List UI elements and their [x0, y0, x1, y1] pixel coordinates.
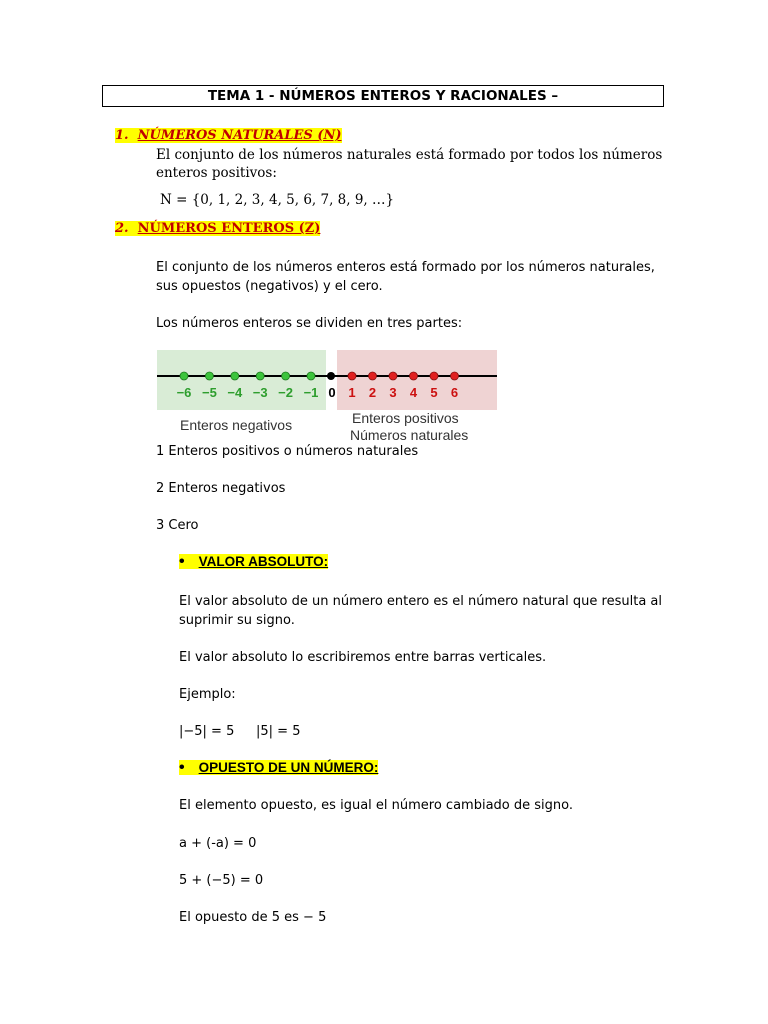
- example-b: |5| = 5: [256, 724, 301, 739]
- valor-absoluto-text-3: El valor absoluto lo escribiremos entre barras verticales.: [179, 650, 547, 665]
- opuesto-title: OPUESTO DE UN NÚMERO:: [198, 760, 379, 775]
- section-1-heading: [115, 128, 342, 143]
- bullet-icon: •: [179, 553, 185, 570]
- positive-region: [337, 350, 497, 410]
- positive-label-2: Números naturales: [350, 427, 469, 443]
- positive-tick-label: 5: [430, 385, 438, 400]
- section-2-number: 2.: [115, 221, 129, 236]
- positive-point: [410, 372, 418, 380]
- negative-tick-label: −1: [303, 385, 319, 400]
- ejemplo-label: Ejemplo:: [179, 687, 236, 702]
- opuesto-eq-3: El opuesto de 5 es − 5: [179, 910, 327, 925]
- opuesto-eq-2: 5 + (−5) = 0: [179, 873, 264, 888]
- section-2-text-2: sus opuestos (negativos) y el cero.: [156, 279, 383, 294]
- section-1-number: 1.: [115, 128, 129, 143]
- valor-absoluto-text-1: El valor absoluto de un número entero es el número natural que resulta al: [179, 594, 662, 609]
- positive-tick-label: 1: [348, 385, 356, 400]
- positive-point: [430, 372, 438, 380]
- zero-label: 0: [328, 385, 336, 400]
- positive-tick-label: 2: [368, 385, 377, 400]
- valor-absoluto-text-2: suprimir su signo.: [179, 613, 295, 628]
- negative-point: [282, 372, 290, 380]
- positive-point: [389, 372, 397, 380]
- valor-absoluto-title: VALOR ABSOLUTO:: [198, 554, 329, 569]
- negative-tick-label: −5: [201, 385, 217, 400]
- opuesto-eq-1: a + (-a) = 0: [179, 836, 257, 851]
- number-line-diagram: [150, 345, 510, 445]
- section-2-title: NÚMEROS ENTEROS (Z): [137, 221, 321, 236]
- negative-point: [180, 372, 188, 380]
- opuesto-heading: [179, 759, 378, 777]
- positive-point: [348, 372, 356, 380]
- valor-absoluto-heading: [179, 553, 328, 571]
- positive-label-1: Enteros positivos: [352, 410, 459, 426]
- positive-point: [451, 372, 459, 380]
- part-2: 2 Enteros negativos: [156, 481, 286, 496]
- positive-tick-label: 3: [389, 385, 397, 400]
- negative-tick-label: −4: [227, 385, 243, 400]
- zero-point: [327, 372, 335, 380]
- section-1-title: NÚMEROS NATURALES (N): [137, 128, 342, 143]
- opuesto-text-1: El elemento opuesto, es igual el número cambiado de signo.: [179, 798, 573, 813]
- section-2-text-1: El conjunto de los números enteros está formado por los números naturales,: [156, 260, 655, 275]
- negative-tick-label: −2: [278, 385, 294, 400]
- negative-point: [256, 372, 264, 380]
- page-title: TEMA 1 - NÚMEROS ENTEROS Y RACIONALES –: [102, 85, 664, 107]
- negative-tick-label: −3: [252, 385, 268, 400]
- positive-tick-label: 6: [450, 385, 459, 400]
- positive-tick-label: 4: [409, 385, 418, 400]
- part-1: 1 Enteros positivos o números naturales: [156, 444, 419, 459]
- negative-tick-label: −6: [176, 385, 192, 400]
- part-3: 3 Cero: [156, 518, 199, 533]
- section-1-text-2: enteros positivos:: [156, 165, 277, 181]
- negative-point: [231, 372, 239, 380]
- negative-point: [205, 372, 213, 380]
- positive-point: [369, 372, 377, 380]
- section-1-text-1: El conjunto de los números naturales está formado por todos los números: [156, 147, 663, 163]
- section-2-divide-text: Los números enteros se dividen en tres partes:: [156, 316, 463, 331]
- bullet-icon: •: [179, 759, 185, 776]
- section-2-heading: [115, 221, 320, 236]
- example-a: |−5| = 5: [179, 724, 235, 739]
- natural-set: N = {0, 1, 2, 3, 4, 5, 6, 7, 8, 9, …}: [160, 192, 395, 208]
- negative-label: Enteros negativos: [180, 417, 293, 433]
- negative-point: [307, 372, 315, 380]
